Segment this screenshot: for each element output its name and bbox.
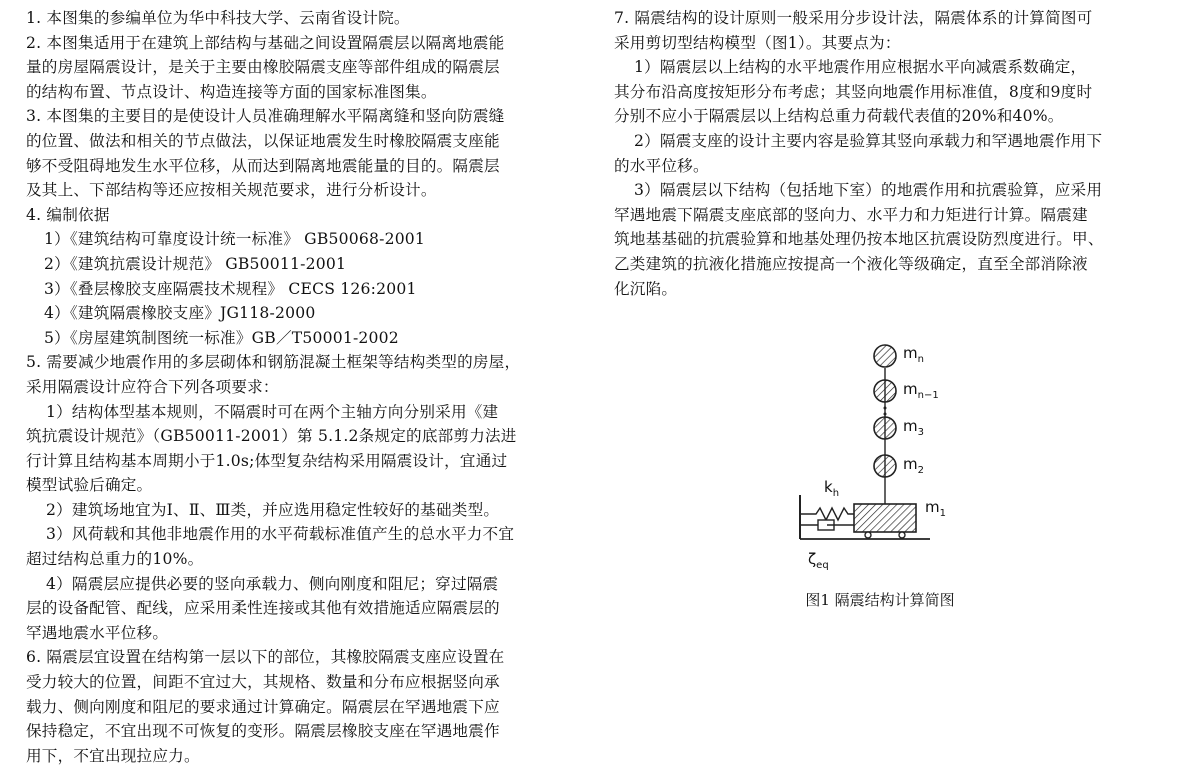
ellipsis-dot <box>884 413 887 416</box>
reference-item: 4）《建筑隔震橡胶支座》JG118-2000 <box>44 304 316 323</box>
text-line: 的位置、做法和相关的节点做法，以保证地震发生时橡胶隔震支座能 <box>26 131 500 150</box>
spring-kh <box>800 508 854 520</box>
text-line: 保持稳定，不宜出现不可恢复的变形。隔震层橡胶支座在罕遇地震作 <box>26 722 500 741</box>
text-line: 筑地基基础的抗震验算和地基处理仍按本地区抗震设防烈度进行。甲、 <box>614 230 1104 249</box>
text-line: 7. 隔震结构的设计原则一般采用分步设计法，隔震体系的计算简图可 <box>614 9 1093 27</box>
text-line: 超过结构总重力的10%。 <box>26 550 204 569</box>
text-line: 分别不应小于隔震层以上结构总重力荷载代表值的20%和40%。 <box>614 107 1064 126</box>
text-line: 够不受阻碍地发生水平位移，从而达到隔离地震能量的目的。隔震层 <box>26 156 500 175</box>
left-column <box>26 6 581 768</box>
text-line: 的水平位移。 <box>614 156 709 175</box>
isolation-model-figure <box>780 338 980 588</box>
text-line: 层的设备配管、配线，应采用柔性连接或其他有效措施适应隔震层的 <box>26 599 500 618</box>
text-line: 2）隔震支座的设计主要内容是验算其竖向承载力和罕遇地震作用下 <box>634 131 1103 150</box>
label-m1: $m_1$ <box>925 498 946 519</box>
label-mn-1: $m_{n-1}$ <box>903 380 939 401</box>
mass-3 <box>874 417 896 439</box>
figure-caption: 图1 隔震结构计算简图 <box>805 591 955 609</box>
label-zeta-eq: $\zeta_{eq}$ <box>808 550 829 571</box>
mass-n <box>874 345 896 367</box>
base-mass-m1 <box>854 504 916 532</box>
text-line: 量的房屋隔震设计，是关于主要由橡胶隔震支座等部件组成的隔震层 <box>26 58 500 77</box>
text-line: 罕遇地震水平位移。 <box>26 623 169 642</box>
text-line: 其分布沿高度按矩形分布考虑；其竖向地震作用标准值，8度和9度时 <box>614 82 1093 101</box>
reference-item: 3）《叠层橡胶支座隔震技术规程》 CECS 126:2001 <box>44 279 417 298</box>
ellipsis-dot <box>884 407 887 410</box>
text-line: 2）建筑场地宜为Ⅰ、Ⅱ、Ⅲ类，并应选用稳定性较好的基础类型。 <box>46 500 500 519</box>
section-heading: 4. 编制依据 <box>26 205 110 224</box>
mass-2 <box>874 455 896 477</box>
text-line: 用下，不宜出现拉应力。 <box>26 746 200 765</box>
label-kh: $k_h$ <box>824 478 840 499</box>
right-column <box>614 6 1180 301</box>
label-mn: $m_n$ <box>903 344 924 365</box>
text-line: 罕遇地震下隔震支座底部的竖向力、水平力和力矩进行计算。隔震建 <box>614 205 1088 224</box>
text-line: 乙类建筑的抗液化措施应按提高一个液化等级确定，直至全部消除液 <box>614 254 1088 273</box>
roller <box>865 532 871 538</box>
text-line: 1）结构体型基本规则，不隔震时可在两个主轴方向分别采用《建 <box>46 402 499 421</box>
label-m2: $m_2$ <box>903 455 924 476</box>
text-line: 采用隔震设计应符合下列各项要求： <box>26 377 279 396</box>
text-line: 模型试验后确定。 <box>26 476 153 495</box>
text-line: 受力较大的位置，间距不宜过大，其规格、数量和分布应根据竖向承 <box>26 673 500 692</box>
text-line: 行计算且结构基本周期小于1.0s;体型复杂结构采用隔震设计，宜通过 <box>26 451 508 470</box>
text-line: 及其上、下部结构等还应按相关规范要求，进行分析设计。 <box>26 181 437 200</box>
text-line: 4）隔震层应提供必要的竖向承载力、侧向刚度和阻尼；穿过隔震 <box>46 574 499 593</box>
text-line: 1. 本图集的参编单位为华中科技大学、云南省设计院。 <box>26 9 410 27</box>
text-line: 6. 隔震层宜设置在结构第一层以下的部位，其橡胶隔震支座应设置在 <box>26 648 505 667</box>
text-line: 3）隔震层以下结构（包括地下室）的地震作用和抗震验算，应采用 <box>634 181 1103 200</box>
roller <box>899 532 905 538</box>
text-line: 的结构布置、节点设计、构造连接等方面的国家标准图集。 <box>26 82 437 101</box>
reference-item: 2）《建筑抗震设计规范》 GB50011-2001 <box>44 254 347 273</box>
label-m3: $m_3$ <box>903 417 924 438</box>
text-line: 采用剪切型结构模型（图1）。其要点为： <box>614 33 901 52</box>
reference-item: 1）《建筑结构可靠度设计统一标准》 GB50068-2001 <box>44 230 426 249</box>
text-line: 3. 本图集的主要目的是使设计人员准确理解水平隔离缝和竖向防震缝 <box>26 107 505 126</box>
text-line: 3）风荷载和其他非地震作用的水平荷载标准值产生的总水平力不宜 <box>46 525 515 544</box>
text-line: 2. 本图集适用于在建筑上部结构与基础之间设置隔震层以隔离地震能 <box>26 33 505 52</box>
text-line: 5. 需要减少地震作用的多层砌体和钢筋混凝土框架等结构类型的房屋， <box>26 353 521 372</box>
text-line: 1）隔震层以上结构的水平地震作用应根据水平向减震系数确定， <box>634 58 1087 77</box>
text-line: 筑抗震设计规范》（GB50011-2001）第 5.1.2条规定的底部剪力法进 <box>26 427 517 446</box>
mass-n-1 <box>874 380 896 402</box>
reference-item: 5）《房屋建筑制图统一标准》GB／T50001-2002 <box>44 328 399 347</box>
text-line: 化沉陷。 <box>614 279 678 298</box>
text-line: 载力、侧向刚度和阻尼的要求通过计算确定。隔震层在罕遇地震下应 <box>26 697 500 716</box>
